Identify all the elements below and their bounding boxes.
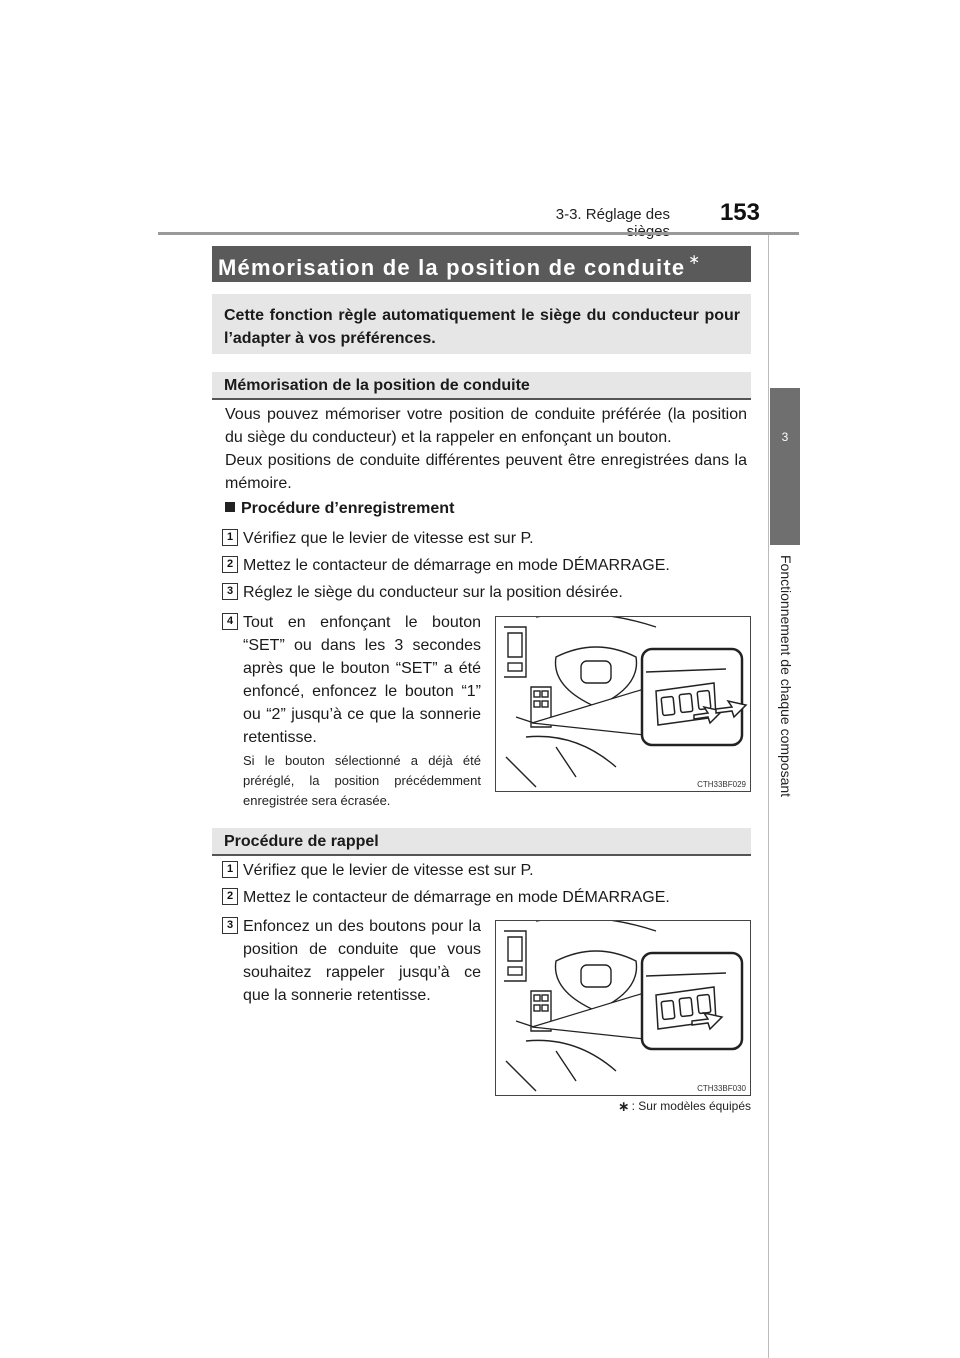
step-text: Vérifiez que le levier de vitesse est sur P. xyxy=(243,862,534,879)
paragraph-memorize: Vous pouvez mémoriser votre position de conduite préférée (la position du siège du conducteur) et la rappeler en enfonçant un bouton. xyxy=(225,406,747,446)
section-heading-recall xyxy=(212,828,751,856)
step-text: Tout en enfonçant le bouton “SET” ou dans les 3 secondes après que le bouton “SET” a été enfoncé, enfoncez le bouton “1” ou “2” jusqu’à ce que la sonnerie retentisse. xyxy=(243,614,481,746)
step-text: Réglez le siège du conducteur sur la position désirée. xyxy=(243,584,623,601)
chapter-tab-number: 3 xyxy=(781,430,789,444)
step-number: 1 xyxy=(222,529,238,546)
chapter-caption: Fonctionnement de chaque composant xyxy=(778,555,794,798)
section-heading-text: Procédure de rappel xyxy=(224,833,379,850)
section-heading-text: Mémorisation de la position de conduite xyxy=(224,377,530,394)
footnote-text: : Sur modèles équipés xyxy=(631,1099,751,1113)
step-text: Mettez le contacteur de démarrage en mode DÉMARRAGE. xyxy=(243,889,670,906)
intro-text: Cette fonction règle automatiquement le siège du conducteur pour l’adapter à vos préférences. xyxy=(224,307,740,347)
intro-box xyxy=(212,294,751,354)
section-heading-memorization xyxy=(212,372,751,400)
illustration-dashboard xyxy=(496,921,750,1095)
step-number: 3 xyxy=(222,583,238,600)
figure-seat-memory-buttons xyxy=(495,616,751,792)
figure-code: CTH33BF030 xyxy=(697,1084,746,1093)
step-number: 2 xyxy=(222,888,238,905)
step-number: 1 xyxy=(222,861,238,878)
header-rule xyxy=(158,232,799,235)
page-title xyxy=(218,251,701,281)
page-title-text: Mémorisation de la position de conduite xyxy=(218,255,686,280)
asterisk-icon: ∗ xyxy=(688,251,702,267)
page-title-bar xyxy=(212,246,751,282)
asterisk-icon: ∗ xyxy=(617,1098,630,1114)
figure-recall-buttons xyxy=(495,920,751,1096)
footnote xyxy=(560,1098,751,1115)
step-text: Vérifiez que le levier de vitesse est sur P. xyxy=(243,530,534,547)
step-number: 3 xyxy=(222,917,238,934)
note-text: Si le bouton sélectionné a déjà été préréglé, la position précédemment enregistrée sera écrasée. xyxy=(243,753,481,808)
step-text: Mettez le contacteur de démarrage en mode DÉMARRAGE. xyxy=(243,557,670,574)
figure-code: CTH33BF029 xyxy=(697,780,746,789)
paragraph-two-positions: Deux positions de conduite différentes peuvent être enregistrées dans la mémoire. xyxy=(225,452,747,492)
step-number: 4 xyxy=(222,613,238,630)
side-divider xyxy=(768,235,769,1358)
illustration-dashboard xyxy=(496,617,750,791)
step-text: Enfoncez un des boutons pour la position de conduite que vous souhaitez rappeler jusqu’à ce que la sonnerie retentisse. xyxy=(243,918,481,1004)
subheading-recording xyxy=(225,500,454,518)
page-number: 153 xyxy=(719,199,760,226)
step-number: 2 xyxy=(222,556,238,573)
chapter-tab xyxy=(770,388,800,545)
subheading-recording-text: Procédure d’enregistrement xyxy=(241,500,455,517)
header-section-title: 3-3. Réglage des xyxy=(555,206,670,223)
square-bullet-icon xyxy=(225,502,235,512)
